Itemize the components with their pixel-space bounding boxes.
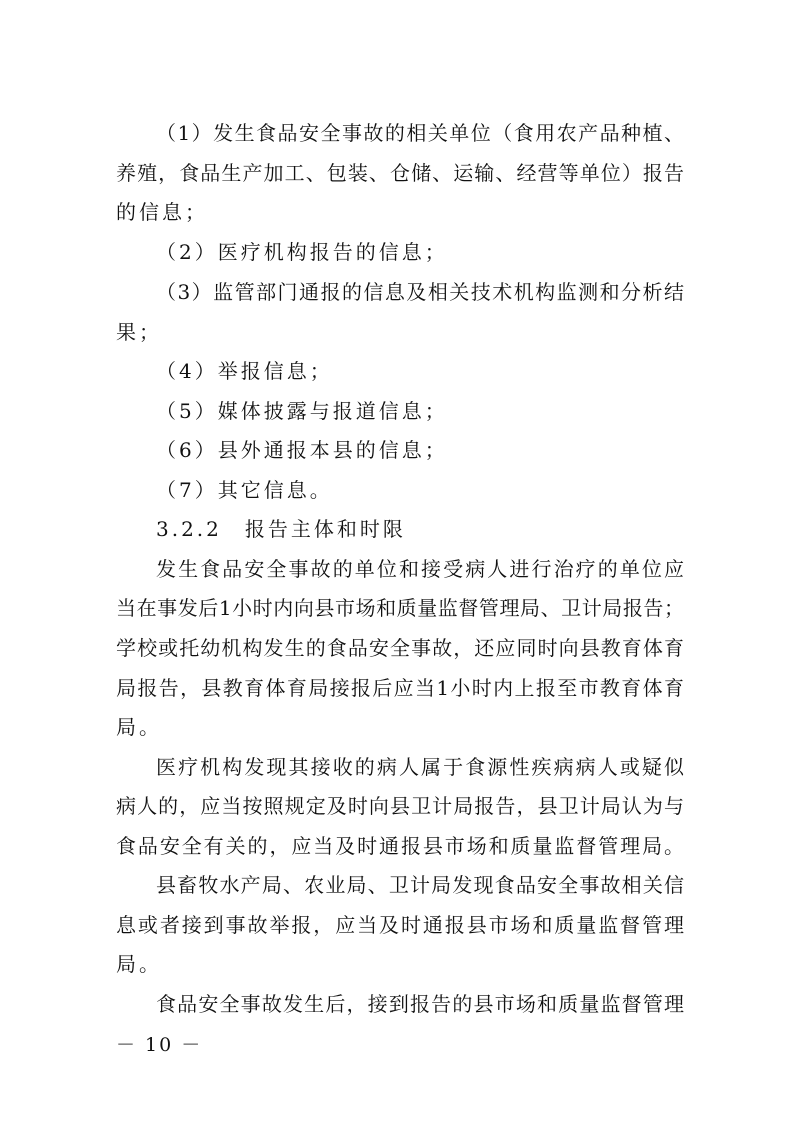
text-line: （3）监管部门通报的信息及相关技术机构监测和分析结 <box>156 280 684 304</box>
text-line: （6）县外通报本县的信息； <box>156 438 448 462</box>
text-line: 学校或托幼机构发生的食品安全事故，还应同时向县教育体育 <box>116 636 684 660</box>
text-line: 当在事发后1小时内向县市场和质量监督管理局、卫计局报告； <box>116 596 684 620</box>
text-line: 医疗机构发现其接收的病人属于食源性疾病病人或疑似 <box>156 755 684 779</box>
section-heading: 3.2.2 报告主体和时限 <box>156 517 406 541</box>
text-line: 县畜牧水产局、农业局、卫计局发现食品安全事故相关信 <box>156 873 684 897</box>
text-line: 食品安全事故发生后，接到报告的县市场和质量监督管理 <box>156 992 684 1016</box>
text-line: 局。 <box>116 952 162 976</box>
text-line: （7）其它信息。 <box>156 478 333 502</box>
text-line: （2）医疗机构报告的信息； <box>156 240 448 264</box>
text-line: 果； <box>116 320 162 344</box>
text-line: 养殖，食品生产加工、包装、仓储、运输、经营等单位）报告 <box>116 161 684 185</box>
text-line: 食品安全有关的，应当及时通报县市场和质量监督管理局。 <box>116 834 684 858</box>
text-line: 发生食品安全事故的单位和接受病人进行治疗的单位应 <box>156 557 684 581</box>
text-line: （1）发生食品安全事故的相关单位（食用农产品种植、 <box>156 121 684 145</box>
text-line: 局报告，县教育体育局接报后应当1小时内上报至市教育体育 <box>116 676 684 700</box>
text-line: （5）媒体披露与报道信息； <box>156 399 448 423</box>
text-line: 病人的，应当按照规定及时向县卫计局报告，县卫计局认为与 <box>116 794 684 818</box>
page-number: － 10 － <box>116 1034 203 1056</box>
text-line: （4）举报信息； <box>156 359 333 383</box>
text-line: 息或者接到事故举报，应当及时通报县市场和质量监督管理 <box>116 913 684 937</box>
text-line: 的信息； <box>116 200 208 224</box>
text-line: 局。 <box>116 715 162 739</box>
